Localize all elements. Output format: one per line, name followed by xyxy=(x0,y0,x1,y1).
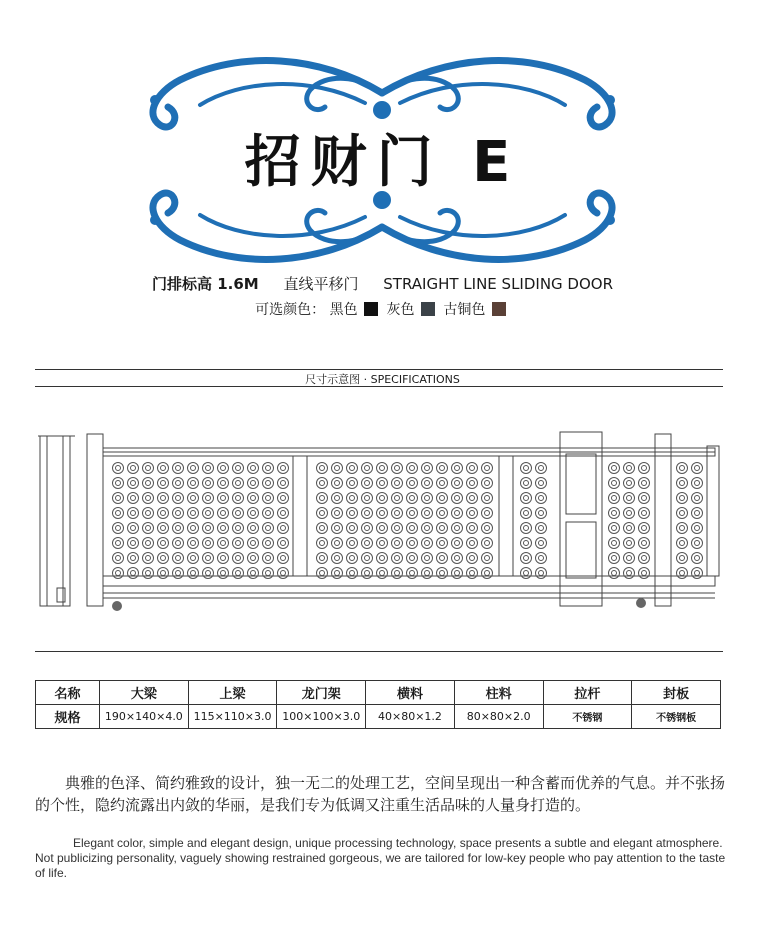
table-header-cell: 大梁 xyxy=(100,681,189,705)
gate-diagram xyxy=(35,428,725,618)
colors-label: 可选颜色： xyxy=(255,302,326,318)
color-swatch-black xyxy=(364,302,378,316)
table-cell: 100×100×3.0 xyxy=(277,705,366,729)
table-row xyxy=(36,705,721,729)
product-subtitle xyxy=(0,273,765,294)
table-cell: 80×80×2.0 xyxy=(454,705,543,729)
table-header-cell: 拉杆 xyxy=(543,681,632,705)
table-header-cell: 上梁 xyxy=(188,681,277,705)
gate-type-en: STRAIGHT LINE SLIDING DOOR xyxy=(383,275,614,293)
gate-height-label: 门排标高 1.6M xyxy=(151,275,259,293)
divider-top xyxy=(35,369,723,370)
table-header-cell: 封板 xyxy=(632,681,721,705)
table-header-row xyxy=(36,681,721,705)
table-cell: 不锈钢板 xyxy=(632,705,721,729)
divider-spec xyxy=(35,386,723,387)
table-row-label: 规格 xyxy=(36,705,100,729)
table-header-cell: 柱料 xyxy=(454,681,543,705)
divider-bottom xyxy=(35,651,723,652)
color-options xyxy=(0,299,765,319)
description-english: Elegant color, simple and elegant design, unique processing technology, space presents a subtle and elegant atmosphere. Not publicizing personality, vaguely showing restrained gorgeous, we are tailored for low-key people who pay attention to the taste of life. xyxy=(35,836,726,880)
spec-table xyxy=(35,680,721,729)
description-chinese: 典雅的色泽、简约雅致的设计，独一无二的处理工艺，空间呈现出一种含蓄而优养的气息。并不张扬的个性，隐约流露出内敛的华丽，是我们专为低调又注重生活品味的人量身打造的。 xyxy=(35,774,726,814)
specifications-title: 尺寸示意图 · SPECIFICATIONS xyxy=(305,373,460,386)
table-cell: 不锈钢 xyxy=(543,705,632,729)
color-option-gray: 灰色 xyxy=(386,302,415,318)
table-header-cell: 横料 xyxy=(366,681,455,705)
product-title: 招财门 E xyxy=(244,130,521,195)
gate-type-cn: 直线平移门 xyxy=(283,275,359,293)
table-header-cell: 龙门架 xyxy=(277,681,366,705)
color-swatch-gray xyxy=(421,302,435,316)
table-cell: 115×110×3.0 xyxy=(188,705,277,729)
color-swatch-bronze xyxy=(492,302,506,316)
color-option-black: 黑色 xyxy=(329,302,358,318)
table-cell: 190×140×4.0 xyxy=(100,705,189,729)
table-header-cell: 名称 xyxy=(36,681,100,705)
color-option-bronze: 古铜色 xyxy=(443,302,486,318)
table-cell: 40×80×1.2 xyxy=(366,705,455,729)
